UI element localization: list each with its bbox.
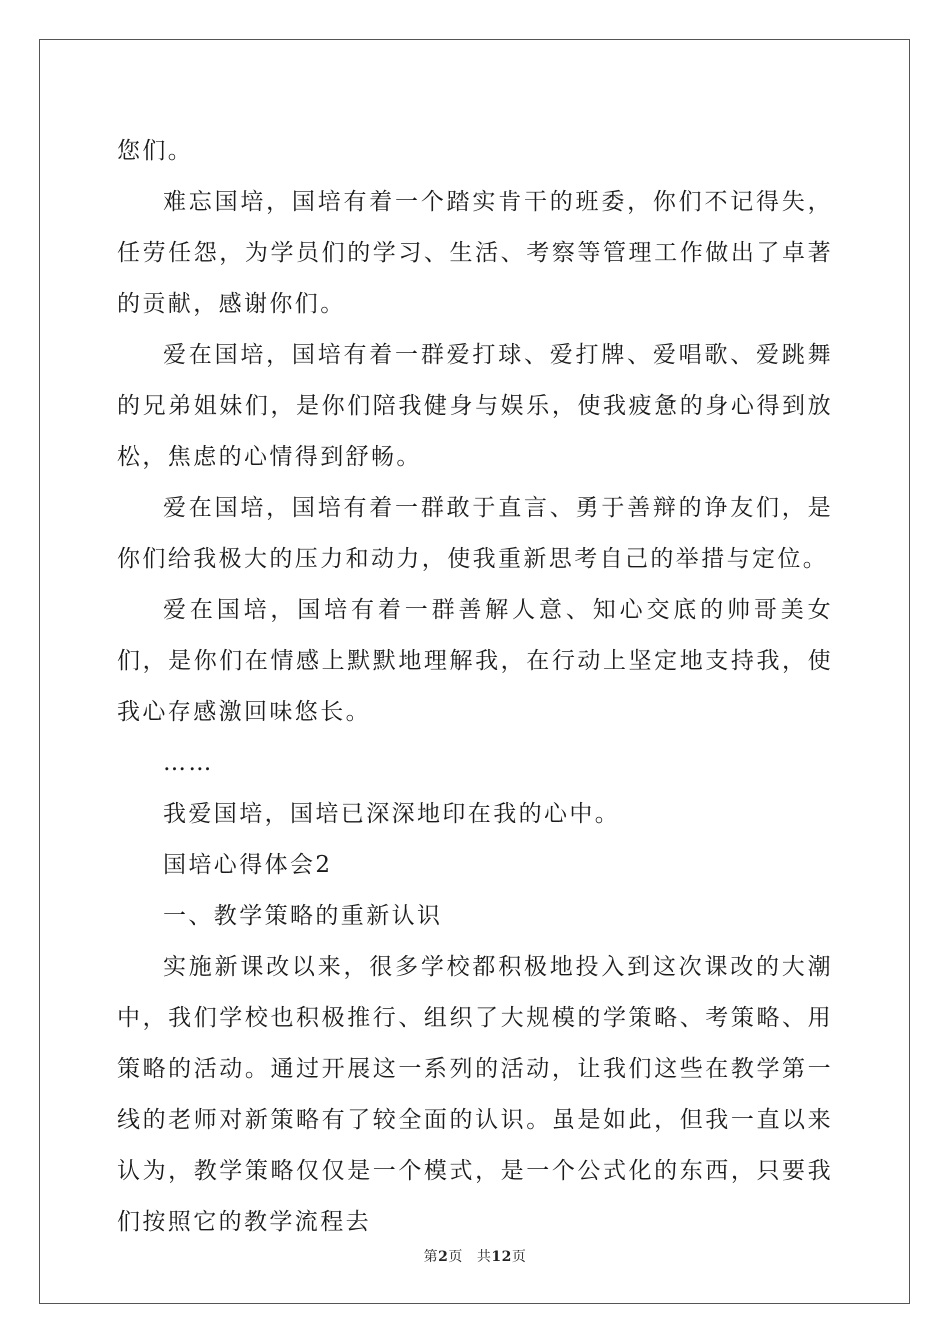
paragraph: 爱在国培，国培有着一群善解人意、知心交底的帅哥美女们，是你们在情感上默默地理解我，在行动上坚定地支持我，使我心存感激回味悠长。 <box>117 597 833 725</box>
ellipsis-paragraph: …… <box>163 750 214 776</box>
paragraph: 爱在国培，国培有着一群敢于直言、勇于善辩的诤友们，是你们给我极大的压力和动力，使我重新思考自己的举措与定位。 <box>117 495 833 572</box>
total-suffix: 页 <box>511 1249 527 1265</box>
total-pages: 12 <box>491 1249 512 1265</box>
paragraph: 爱在国培，国培有着一群爱打球、爱打牌、爱唱歌、爱跳舞的兄弟姐妹们，是你们陪我健身与娱乐，使我疲惫的身心得到放松，焦虑的心情得到舒畅。 <box>117 342 833 470</box>
page-prefix: 第 <box>423 1249 439 1265</box>
paragraph: 实施新课改以来，很多学校都积极地投入到这次课改的大潮中，我们学校也积极推行、组织了大规模的学策略、考策略、用策略的活动。通过开展这一系列的活动，让我们这些在教学第一线的老师对新策略有了较全面的认识。虽是如此，但我一直以来认为，教学策略仅仅是一个模式，是一个公式化的东西，只要我们按照它的教学流程去 <box>117 954 833 1235</box>
page-footer <box>0 1246 950 1266</box>
paragraph: 难忘国培，国培有着一个踏实肯干的班委，你们不记得失，任劳任怨，为学员们的学习、生活、考察等管理工作做出了卓著的贡献，感谢你们。 <box>117 189 833 317</box>
paragraph: 我爱国培，国培已深深地印在我的心中。 <box>163 801 621 827</box>
total-prefix: 共 <box>476 1249 492 1265</box>
page-suffix: 页 <box>448 1249 463 1265</box>
page-number: 2 <box>438 1249 449 1265</box>
document-body <box>117 126 833 1248</box>
section-title: 国培心得体会2 <box>163 852 333 878</box>
paragraph: 您们。 <box>117 138 194 164</box>
subsection-heading: 一、教学策略的重新认识 <box>163 903 443 929</box>
